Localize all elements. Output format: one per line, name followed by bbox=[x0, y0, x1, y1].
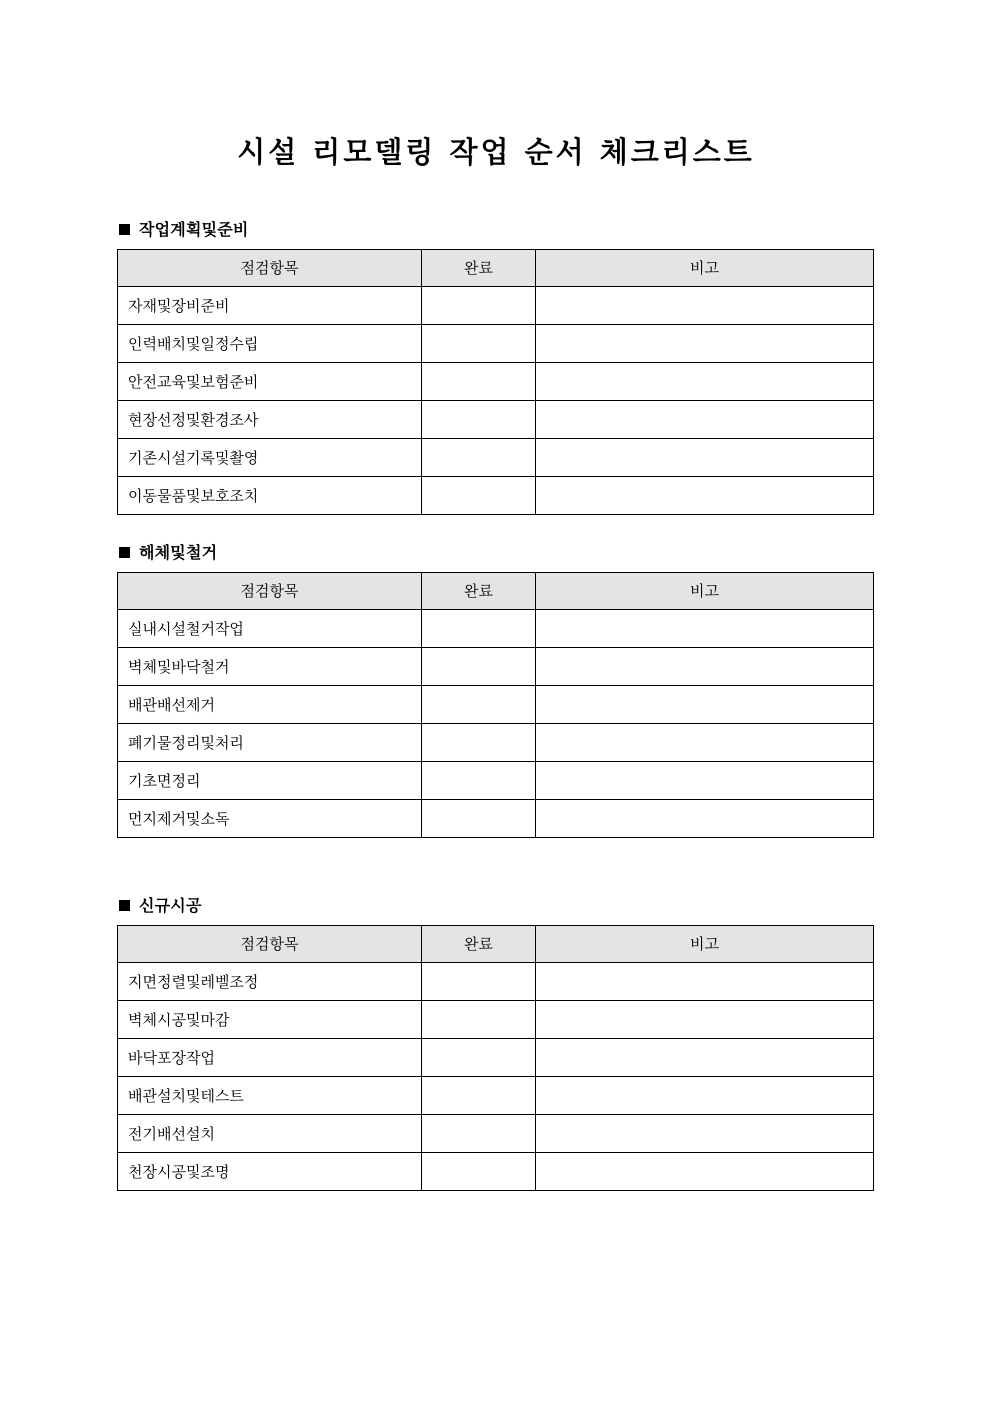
cell-done[interactable] bbox=[422, 799, 536, 837]
column-header-remark: 비고 bbox=[536, 925, 874, 962]
section-heading-label: 작업계획및준비 bbox=[139, 219, 249, 239]
cell-done[interactable] bbox=[422, 438, 536, 476]
section-demolition bbox=[117, 542, 873, 838]
table-row bbox=[118, 723, 874, 761]
table-row bbox=[118, 1076, 874, 1114]
cell-done[interactable] bbox=[422, 685, 536, 723]
column-header-remark: 비고 bbox=[536, 572, 874, 609]
cell-item: 기초면정리 bbox=[118, 761, 422, 799]
column-header-item: 점검항목 bbox=[118, 925, 422, 962]
cell-item: 천장시공및조명 bbox=[118, 1152, 422, 1190]
cell-remark[interactable] bbox=[536, 1076, 874, 1114]
cell-done[interactable] bbox=[422, 1152, 536, 1190]
section-work-planning bbox=[117, 219, 873, 515]
table-row bbox=[118, 286, 874, 324]
table-row bbox=[118, 438, 874, 476]
filled-square-bullet-icon bbox=[119, 224, 130, 235]
cell-done[interactable] bbox=[422, 647, 536, 685]
section-heading bbox=[119, 895, 873, 915]
table-row bbox=[118, 1000, 874, 1038]
section-new-construction bbox=[117, 895, 873, 1191]
column-header-done: 완료 bbox=[422, 572, 536, 609]
cell-item: 지면정렬및레벨조정 bbox=[118, 962, 422, 1000]
table-row bbox=[118, 1114, 874, 1152]
filled-square-bullet-icon bbox=[119, 900, 130, 911]
cell-item: 폐기물정리및처리 bbox=[118, 723, 422, 761]
cell-item: 배관설치및테스트 bbox=[118, 1076, 422, 1114]
column-header-remark: 비고 bbox=[536, 249, 874, 286]
table-row bbox=[118, 476, 874, 514]
cell-remark[interactable] bbox=[536, 400, 874, 438]
table-row bbox=[118, 685, 874, 723]
table-row bbox=[118, 362, 874, 400]
cell-item: 자재및장비준비 bbox=[118, 286, 422, 324]
cell-remark[interactable] bbox=[536, 1152, 874, 1190]
table-row bbox=[118, 799, 874, 837]
checklist-table bbox=[117, 572, 874, 838]
section-heading bbox=[119, 219, 873, 239]
cell-item: 배관배선제거 bbox=[118, 685, 422, 723]
column-header-item: 점검항목 bbox=[118, 249, 422, 286]
cell-remark[interactable] bbox=[536, 286, 874, 324]
cell-item: 이동물품및보호조치 bbox=[118, 476, 422, 514]
cell-remark[interactable] bbox=[536, 1114, 874, 1152]
cell-done[interactable] bbox=[422, 962, 536, 1000]
filled-square-bullet-icon bbox=[119, 547, 130, 558]
cell-remark[interactable] bbox=[536, 962, 874, 1000]
section-heading-label: 신규시공 bbox=[139, 895, 202, 915]
cell-item: 인력배치및일정수립 bbox=[118, 324, 422, 362]
table-row bbox=[118, 962, 874, 1000]
cell-done[interactable] bbox=[422, 1114, 536, 1152]
table-row bbox=[118, 1152, 874, 1190]
cell-item: 현장선정및환경조사 bbox=[118, 400, 422, 438]
table-row bbox=[118, 324, 874, 362]
table-header-row bbox=[118, 572, 874, 609]
cell-done[interactable] bbox=[422, 1000, 536, 1038]
cell-remark[interactable] bbox=[536, 1000, 874, 1038]
cell-remark[interactable] bbox=[536, 362, 874, 400]
cell-done[interactable] bbox=[422, 1076, 536, 1114]
cell-done[interactable] bbox=[422, 1038, 536, 1076]
table-row bbox=[118, 1038, 874, 1076]
table-row bbox=[118, 400, 874, 438]
table-header-row bbox=[118, 925, 874, 962]
cell-done[interactable] bbox=[422, 400, 536, 438]
cell-item: 전기배선설치 bbox=[118, 1114, 422, 1152]
cell-done[interactable] bbox=[422, 761, 536, 799]
page-title: 시설 리모델링 작업 순서 체크리스트 bbox=[237, 135, 755, 169]
section-heading bbox=[119, 542, 873, 562]
cell-item: 먼지제거및소독 bbox=[118, 799, 422, 837]
cell-done[interactable] bbox=[422, 324, 536, 362]
cell-remark[interactable] bbox=[536, 723, 874, 761]
cell-done[interactable] bbox=[422, 723, 536, 761]
cell-item: 벽체시공및마감 bbox=[118, 1000, 422, 1038]
cell-remark[interactable] bbox=[536, 476, 874, 514]
table-row bbox=[118, 609, 874, 647]
cell-remark[interactable] bbox=[536, 324, 874, 362]
table-header-row bbox=[118, 249, 874, 286]
checklist-table bbox=[117, 249, 874, 515]
cell-remark[interactable] bbox=[536, 685, 874, 723]
section-heading-label: 해체및철거 bbox=[139, 542, 218, 562]
checklist-table bbox=[117, 925, 874, 1191]
cell-remark[interactable] bbox=[536, 761, 874, 799]
cell-remark[interactable] bbox=[536, 1038, 874, 1076]
sections-container bbox=[0, 219, 992, 1191]
column-header-done: 완료 bbox=[422, 249, 536, 286]
cell-item: 실내시설철거작업 bbox=[118, 609, 422, 647]
cell-remark[interactable] bbox=[536, 609, 874, 647]
column-header-done: 완료 bbox=[422, 925, 536, 962]
cell-item: 안전교육및보험준비 bbox=[118, 362, 422, 400]
table-row bbox=[118, 647, 874, 685]
cell-done[interactable] bbox=[422, 476, 536, 514]
cell-remark[interactable] bbox=[536, 799, 874, 837]
cell-item: 벽체및바닥철거 bbox=[118, 647, 422, 685]
cell-item: 바닥포장작업 bbox=[118, 1038, 422, 1076]
cell-remark[interactable] bbox=[536, 438, 874, 476]
cell-done[interactable] bbox=[422, 609, 536, 647]
cell-done[interactable] bbox=[422, 286, 536, 324]
table-row bbox=[118, 761, 874, 799]
cell-item: 기존시설기록및촬영 bbox=[118, 438, 422, 476]
column-header-item: 점검항목 bbox=[118, 572, 422, 609]
cell-done[interactable] bbox=[422, 362, 536, 400]
cell-remark[interactable] bbox=[536, 647, 874, 685]
